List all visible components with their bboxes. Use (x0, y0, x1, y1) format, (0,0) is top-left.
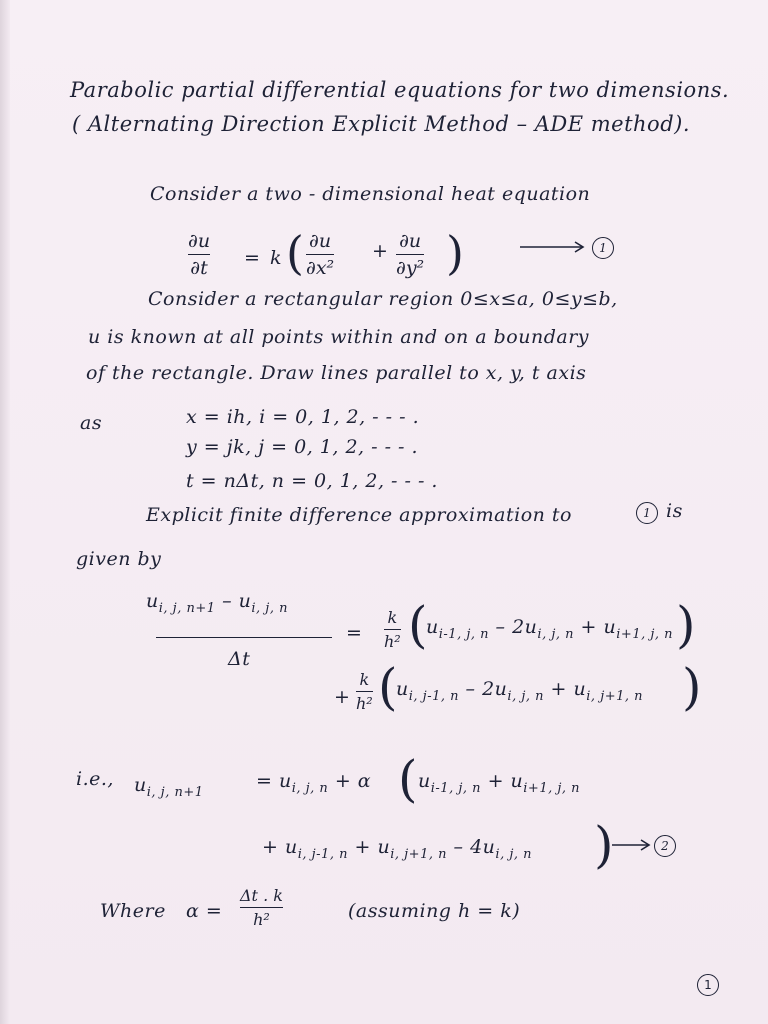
eq1-tag-circle: 1 (592, 237, 614, 259)
fd-u-next (146, 590, 288, 616)
ie-term4-u: + u (354, 836, 391, 858)
ie-rhs-start (256, 770, 371, 796)
explicit-is: is (666, 500, 683, 522)
ie-lhs-subscript: i, j, n+1 (146, 784, 204, 800)
ie-term3-u: + u (262, 836, 298, 858)
fd-row1-terms (426, 616, 673, 642)
eq1-open-paren: ( (286, 226, 304, 280)
eq1-close-paren: ) (446, 226, 464, 280)
fd-fraction-bar (156, 637, 332, 638)
fd-row2-minus-2u: – 2u (459, 678, 508, 700)
ie-term1-sub: i-1, j, n (430, 780, 482, 796)
ie-term3-sub: i, j-1, n (297, 846, 348, 862)
fd-row2-sub2: i, j, n (507, 688, 545, 704)
eq2-arrow-icon (612, 838, 654, 852)
fd-row1-open-paren: ( (408, 596, 428, 654)
ie-term2-u: + u (487, 770, 524, 792)
fd-row1-plus-u: + u (574, 616, 617, 638)
grid-y-line: y = jk, j = 0, 1, 2, - - - . (186, 436, 419, 458)
fd-u-current-subscript: i, j, n (251, 600, 288, 616)
as-label: as (80, 412, 103, 434)
fd-row2-sub3: i, j+1, n (586, 688, 644, 704)
where-label: Where (100, 900, 166, 922)
ie-close-paren: ) (594, 816, 614, 874)
fd-u-next-symbol: u (146, 590, 159, 612)
ie-term1-u: u (418, 770, 431, 792)
fd-row2-terms (396, 678, 643, 704)
fd-k-2: k (359, 670, 370, 689)
region-line: Consider a rectangular region 0≤x≤a, 0≤y≤b, (148, 288, 618, 310)
eq2-tag-circle: 2 (654, 835, 676, 857)
eq1-lhs-den: ∂t (190, 257, 208, 279)
fd-row2-close-paren: ) (682, 658, 702, 716)
ie-open-paren: ( (398, 750, 418, 808)
rectangle-line: of the rectangle. Draw lines parallel to x, y, t axis (86, 362, 587, 384)
eq1-k: k (270, 247, 283, 269)
eq1-lhs-num: ∂u (188, 230, 211, 252)
where-alpha: α = (186, 900, 223, 922)
page-number: 1 (697, 974, 719, 996)
eq1-term2-num: ∂u (399, 230, 422, 252)
where-assumption: (assuming h = k) (348, 900, 521, 922)
fd-row1-sub1: i-1, j, n (438, 626, 490, 642)
ie-lhs (134, 774, 204, 800)
ie-equals-u: = u (256, 770, 292, 792)
fd-k-over-h2-2 (356, 670, 373, 713)
eq1-term2 (396, 230, 424, 279)
eq1-arrow-icon (520, 240, 590, 254)
where-numerator: Δt . k (240, 886, 283, 905)
fd-row1-u1: u (426, 616, 439, 638)
page-edge (0, 0, 10, 1024)
eq1-plus: + (372, 240, 389, 262)
ie-plus-alpha: + α (328, 770, 372, 792)
ie-term4-sub: i, j+1, n (390, 846, 447, 862)
ie-term2-sub: i+1, j, n (523, 780, 581, 796)
grid-x-line: x = ih, i = 0, 1, 2, - - - . (186, 406, 420, 428)
fd-equals: = (346, 622, 363, 644)
eq1-term2-den: ∂y² (396, 257, 425, 279)
where-fraction (240, 886, 283, 929)
eq1-term1 (306, 230, 334, 279)
fd-h2-2: h² (356, 694, 373, 713)
ie-term5-sub: i, j, n (495, 846, 532, 862)
where-denominator: h² (253, 910, 270, 929)
fd-u-current-symbol: u (238, 590, 252, 612)
fd-row1-sub2: i, j, n (537, 626, 575, 642)
fd-row1-minus-2u: – 2u (489, 616, 538, 638)
grid-t-line: t = nΔt, n = 0, 1, 2, - - - . (186, 470, 438, 492)
consider-heat-line: Consider a two - dimensional heat equation (150, 183, 591, 205)
fd-h2-1: h² (384, 632, 401, 651)
title-line-2: ( Alternating Direction Explicit Method – ADE method). (72, 112, 691, 136)
given-by: given by (76, 548, 162, 570)
fd-row1-close-paren: ) (676, 596, 696, 654)
ie-label: i.e., (76, 768, 114, 790)
fd-den-dt: Δt (228, 648, 251, 670)
fd-row2-open-paren: ( (378, 658, 398, 716)
fd-row2-u1: u (396, 678, 409, 700)
eq1-lhs (188, 230, 210, 279)
ie-row2-terms (262, 836, 532, 862)
fd-row2-plus-u: + u (544, 678, 587, 700)
ie-term5-4u: – 4u (453, 836, 496, 858)
fd-k-over-h2-1 (384, 608, 401, 651)
title-line-1: Parabolic partial differential equations for two dimensions. (70, 78, 730, 102)
ie-lhs-u: u (134, 774, 147, 796)
explicit-tag-circle: 1 (636, 502, 658, 524)
eq1-equals: = (244, 247, 261, 269)
known-line: u is known at all points within and on a boundary (88, 326, 590, 348)
ie-rhs-subscript: i, j, n (291, 780, 329, 796)
ie-row1-terms (418, 770, 580, 796)
eq1-term1-num: ∂u (309, 230, 332, 252)
fd-row2-sub1: i, j-1, n (408, 688, 460, 704)
fd-minus: – (222, 590, 233, 612)
fd-row1-sub3: i+1, j, n (616, 626, 674, 642)
fd-u-next-subscript: i, j, n+1 (158, 600, 216, 616)
fd-plus2: + (334, 686, 351, 708)
fd-k-1: k (387, 608, 398, 627)
eq1-term1-den: ∂x² (306, 257, 335, 279)
explicit-line: Explicit finite difference approximation to (146, 504, 572, 526)
